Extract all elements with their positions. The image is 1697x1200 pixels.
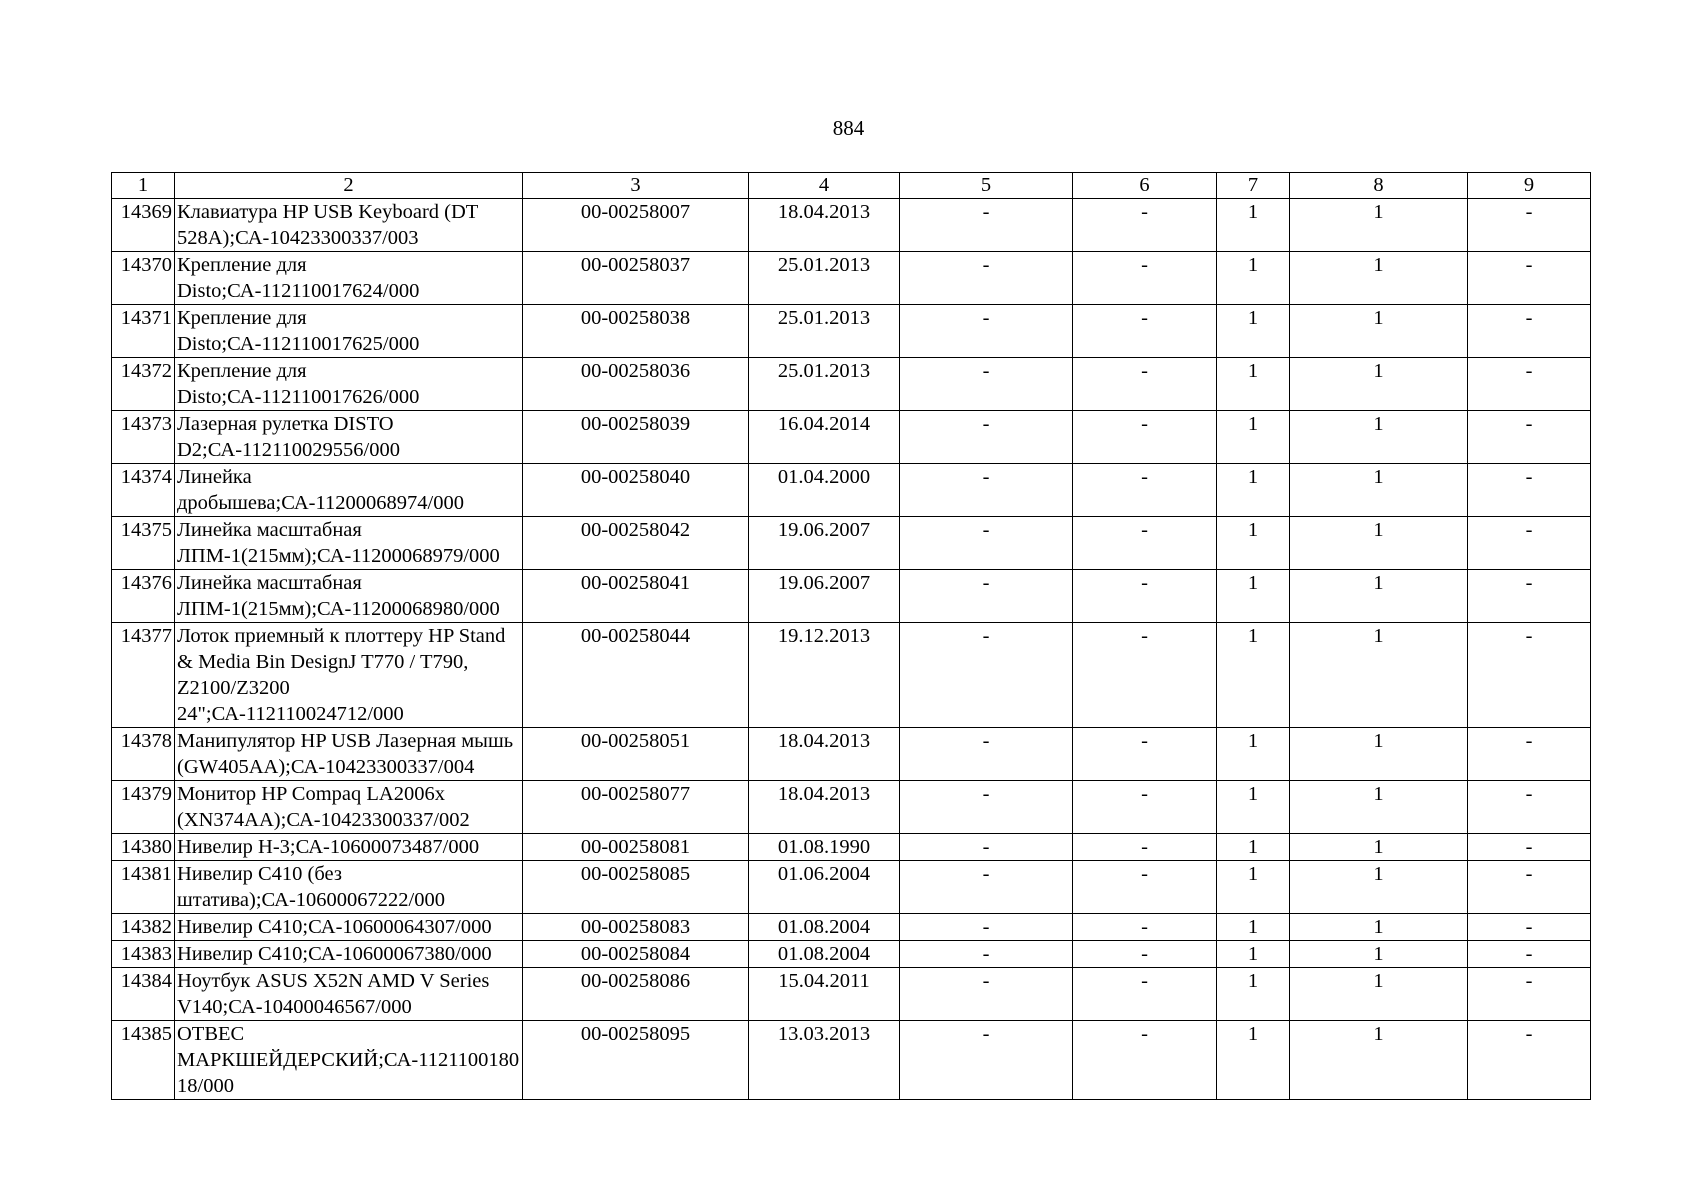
row-number-cell: 14369 — [112, 199, 175, 252]
column-5-cell: - — [900, 861, 1073, 914]
item-name-cell: Монитор HP Compaq LA2006x (XN374AA);СА-10423300337/002 — [175, 781, 523, 834]
date-cell: 01.08.1990 — [749, 834, 900, 861]
column-6-cell: - — [1073, 358, 1217, 411]
column-6-cell: - — [1073, 1021, 1217, 1100]
column-7-cell: 1 — [1217, 968, 1290, 1021]
inventory-code-cell: 00-00258085 — [523, 861, 749, 914]
date-cell: 01.08.2004 — [749, 914, 900, 941]
inventory-code-cell: 00-00258038 — [523, 305, 749, 358]
column-6-cell: - — [1073, 252, 1217, 305]
column-7-cell: 1 — [1217, 199, 1290, 252]
column-5-cell: - — [900, 199, 1073, 252]
column-7-cell: 1 — [1217, 623, 1290, 728]
table-row — [112, 411, 1591, 464]
inventory-code-cell: 00-00258083 — [523, 914, 749, 941]
column-6-cell: - — [1073, 517, 1217, 570]
column-6-cell: - — [1073, 914, 1217, 941]
row-number-cell: 14380 — [112, 834, 175, 861]
column-9-cell: - — [1468, 728, 1591, 781]
item-name-cell: Нивелир С410 (без штатива);СА-10600067222/000 — [175, 861, 523, 914]
table-row — [112, 914, 1591, 941]
column-6-cell: - — [1073, 623, 1217, 728]
item-name-cell: Нивелир С410;СА-10600064307/000 — [175, 914, 523, 941]
date-cell: 18.04.2013 — [749, 199, 900, 252]
column-9-cell: - — [1468, 968, 1591, 1021]
row-number-cell: 14378 — [112, 728, 175, 781]
column-7-cell: 1 — [1217, 358, 1290, 411]
inventory-code-cell: 00-00258039 — [523, 411, 749, 464]
column-5-cell: - — [900, 570, 1073, 623]
column-8-cell: 1 — [1290, 1021, 1468, 1100]
column-6-cell: - — [1073, 941, 1217, 968]
table-row — [112, 941, 1591, 968]
item-name-cell: Крепление для Disto;СА-112110017625/000 — [175, 305, 523, 358]
row-number-cell: 14377 — [112, 623, 175, 728]
item-name-cell: Крепление для Disto;СА-112110017624/000 — [175, 252, 523, 305]
date-cell: 13.03.2013 — [749, 1021, 900, 1100]
column-9-cell: - — [1468, 781, 1591, 834]
row-number-cell: 14370 — [112, 252, 175, 305]
column-8-cell: 1 — [1290, 914, 1468, 941]
item-name-cell: Крепление для Disto;СА-112110017626/000 — [175, 358, 523, 411]
column-5-cell: - — [900, 834, 1073, 861]
column-9-cell: - — [1468, 1021, 1591, 1100]
column-6-cell: - — [1073, 781, 1217, 834]
table-row — [112, 464, 1591, 517]
column-7-cell: 1 — [1217, 861, 1290, 914]
column-6-cell: - — [1073, 570, 1217, 623]
date-cell: 25.01.2013 — [749, 252, 900, 305]
column-6-cell: - — [1073, 861, 1217, 914]
column-7-cell: 1 — [1217, 941, 1290, 968]
row-number-cell: 14376 — [112, 570, 175, 623]
column-5-cell: - — [900, 464, 1073, 517]
header-cell-7: 7 — [1217, 173, 1290, 199]
table-row — [112, 358, 1591, 411]
column-8-cell: 1 — [1290, 570, 1468, 623]
table-row — [112, 623, 1591, 728]
inventory-code-cell: 00-00258036 — [523, 358, 749, 411]
column-8-cell: 1 — [1290, 517, 1468, 570]
item-name-cell: Ноутбук ASUS X52N AMD V Series V140;СА-10400046567/000 — [175, 968, 523, 1021]
row-number-cell: 14375 — [112, 517, 175, 570]
row-number-cell: 14382 — [112, 914, 175, 941]
inventory-table — [111, 172, 1591, 1100]
row-number-cell: 14379 — [112, 781, 175, 834]
column-8-cell: 1 — [1290, 728, 1468, 781]
item-name-cell: Лазерная рулетка DISTO D2;СА-112110029556/000 — [175, 411, 523, 464]
page-number: 884 — [832, 116, 865, 140]
row-number-cell: 14383 — [112, 941, 175, 968]
column-9-cell: - — [1468, 570, 1591, 623]
column-8-cell: 1 — [1290, 252, 1468, 305]
column-8-cell: 1 — [1290, 968, 1468, 1021]
header-cell-6: 6 — [1073, 173, 1217, 199]
column-9-cell: - — [1468, 252, 1591, 305]
inventory-code-cell: 00-00258051 — [523, 728, 749, 781]
column-8-cell: 1 — [1290, 199, 1468, 252]
date-cell: 18.04.2013 — [749, 728, 900, 781]
date-cell: 16.04.2014 — [749, 411, 900, 464]
column-7-cell: 1 — [1217, 1021, 1290, 1100]
inventory-code-cell: 00-00258042 — [523, 517, 749, 570]
column-9-cell: - — [1468, 411, 1591, 464]
table-row — [112, 968, 1591, 1021]
header-cell-2: 2 — [175, 173, 523, 199]
row-number-cell: 14372 — [112, 358, 175, 411]
column-8-cell: 1 — [1290, 623, 1468, 728]
column-8-cell: 1 — [1290, 834, 1468, 861]
column-5-cell: - — [900, 252, 1073, 305]
row-number-cell: 14381 — [112, 861, 175, 914]
column-9-cell: - — [1468, 861, 1591, 914]
table-row — [112, 517, 1591, 570]
table-row — [112, 861, 1591, 914]
column-9-cell: - — [1468, 517, 1591, 570]
column-6-cell: - — [1073, 728, 1217, 781]
inventory-code-cell: 00-00258095 — [523, 1021, 749, 1100]
column-5-cell: - — [900, 968, 1073, 1021]
inventory-code-cell: 00-00258044 — [523, 623, 749, 728]
date-cell: 19.06.2007 — [749, 570, 900, 623]
item-name-cell: Линейка дробышева;СА-11200068974/000 — [175, 464, 523, 517]
table-row — [112, 728, 1591, 781]
date-cell: 19.06.2007 — [749, 517, 900, 570]
item-name-cell: ОТВЕС МАРКШЕЙДЕРСКИЙ;СА-112110018018/000 — [175, 1021, 523, 1100]
column-8-cell: 1 — [1290, 358, 1468, 411]
column-5-cell: - — [900, 914, 1073, 941]
date-cell: 15.04.2011 — [749, 968, 900, 1021]
table-row — [112, 781, 1591, 834]
date-cell: 01.06.2004 — [749, 861, 900, 914]
column-8-cell: 1 — [1290, 464, 1468, 517]
table-row — [112, 570, 1591, 623]
column-9-cell: - — [1468, 358, 1591, 411]
row-number-cell: 14373 — [112, 411, 175, 464]
column-6-cell: - — [1073, 464, 1217, 517]
item-name-cell: Манипулятор HP USB Лазерная мышь (GW405AA);СА-10423300337/004 — [175, 728, 523, 781]
item-name-cell: Нивелир Н-3;СА-10600073487/000 — [175, 834, 523, 861]
date-cell: 18.04.2013 — [749, 781, 900, 834]
column-5-cell: - — [900, 728, 1073, 781]
column-9-cell: - — [1468, 914, 1591, 941]
column-6-cell: - — [1073, 305, 1217, 358]
item-name-cell: Клавиатура HP USB Keyboard (DT 528A);СА-10423300337/003 — [175, 199, 523, 252]
column-5-cell: - — [900, 517, 1073, 570]
column-5-cell: - — [900, 781, 1073, 834]
column-7-cell: 1 — [1217, 728, 1290, 781]
column-6-cell: - — [1073, 199, 1217, 252]
header-cell-8: 8 — [1290, 173, 1468, 199]
inventory-code-cell: 00-00258077 — [523, 781, 749, 834]
column-5-cell: - — [900, 305, 1073, 358]
column-7-cell: 1 — [1217, 781, 1290, 834]
column-9-cell: - — [1468, 305, 1591, 358]
column-7-cell: 1 — [1217, 570, 1290, 623]
column-5-cell: - — [900, 623, 1073, 728]
row-number-cell: 14371 — [112, 305, 175, 358]
header-cell-1: 1 — [112, 173, 175, 199]
item-name-cell: Нивелир С410;СА-10600067380/000 — [175, 941, 523, 968]
column-5-cell: - — [900, 411, 1073, 464]
header-cell-3: 3 — [523, 173, 749, 199]
column-7-cell: 1 — [1217, 252, 1290, 305]
column-6-cell: - — [1073, 968, 1217, 1021]
date-cell: 01.04.2000 — [749, 464, 900, 517]
column-8-cell: 1 — [1290, 781, 1468, 834]
inventory-code-cell: 00-00258086 — [523, 968, 749, 1021]
column-8-cell: 1 — [1290, 941, 1468, 968]
column-8-cell: 1 — [1290, 411, 1468, 464]
item-name-cell: Линейка масштабная ЛПМ-1(215мм);СА-11200068979/000 — [175, 517, 523, 570]
table-row — [112, 834, 1591, 861]
column-6-cell: - — [1073, 411, 1217, 464]
column-7-cell: 1 — [1217, 834, 1290, 861]
table-header — [112, 173, 1591, 199]
table-row — [112, 1021, 1591, 1100]
header-row — [112, 173, 1591, 199]
column-7-cell: 1 — [1217, 464, 1290, 517]
inventory-code-cell: 00-00258084 — [523, 941, 749, 968]
inventory-code-cell: 00-00258041 — [523, 570, 749, 623]
table-row — [112, 252, 1591, 305]
item-name-cell: Линейка масштабная ЛПМ-1(215мм);СА-11200068980/000 — [175, 570, 523, 623]
column-5-cell: - — [900, 358, 1073, 411]
column-9-cell: - — [1468, 199, 1591, 252]
column-9-cell: - — [1468, 623, 1591, 728]
column-6-cell: - — [1073, 834, 1217, 861]
date-cell: 19.12.2013 — [749, 623, 900, 728]
column-8-cell: 1 — [1290, 861, 1468, 914]
date-cell: 25.01.2013 — [749, 305, 900, 358]
header-cell-5: 5 — [900, 173, 1073, 199]
column-7-cell: 1 — [1217, 914, 1290, 941]
date-cell: 25.01.2013 — [749, 358, 900, 411]
column-7-cell: 1 — [1217, 411, 1290, 464]
column-7-cell: 1 — [1217, 305, 1290, 358]
table-row — [112, 305, 1591, 358]
table-body — [112, 199, 1591, 1100]
column-7-cell: 1 — [1217, 517, 1290, 570]
column-9-cell: - — [1468, 834, 1591, 861]
inventory-code-cell: 00-00258040 — [523, 464, 749, 517]
header-cell-4: 4 — [749, 173, 900, 199]
table-row — [112, 199, 1591, 252]
column-9-cell: - — [1468, 941, 1591, 968]
column-9-cell: - — [1468, 464, 1591, 517]
row-number-cell: 14384 — [112, 968, 175, 1021]
item-name-cell: Лоток приемный к плоттеру HP Stand & Media Bin DesignJ T770 / T790, Z2100/Z3200 24";СА-112110024712/000 — [175, 623, 523, 728]
header-cell-9: 9 — [1468, 173, 1591, 199]
inventory-code-cell: 00-00258007 — [523, 199, 749, 252]
inventory-code-cell: 00-00258037 — [523, 252, 749, 305]
column-8-cell: 1 — [1290, 305, 1468, 358]
inventory-code-cell: 00-00258081 — [523, 834, 749, 861]
date-cell: 01.08.2004 — [749, 941, 900, 968]
column-5-cell: - — [900, 1021, 1073, 1100]
row-number-cell: 14374 — [112, 464, 175, 517]
column-5-cell: - — [900, 941, 1073, 968]
row-number-cell: 14385 — [112, 1021, 175, 1100]
